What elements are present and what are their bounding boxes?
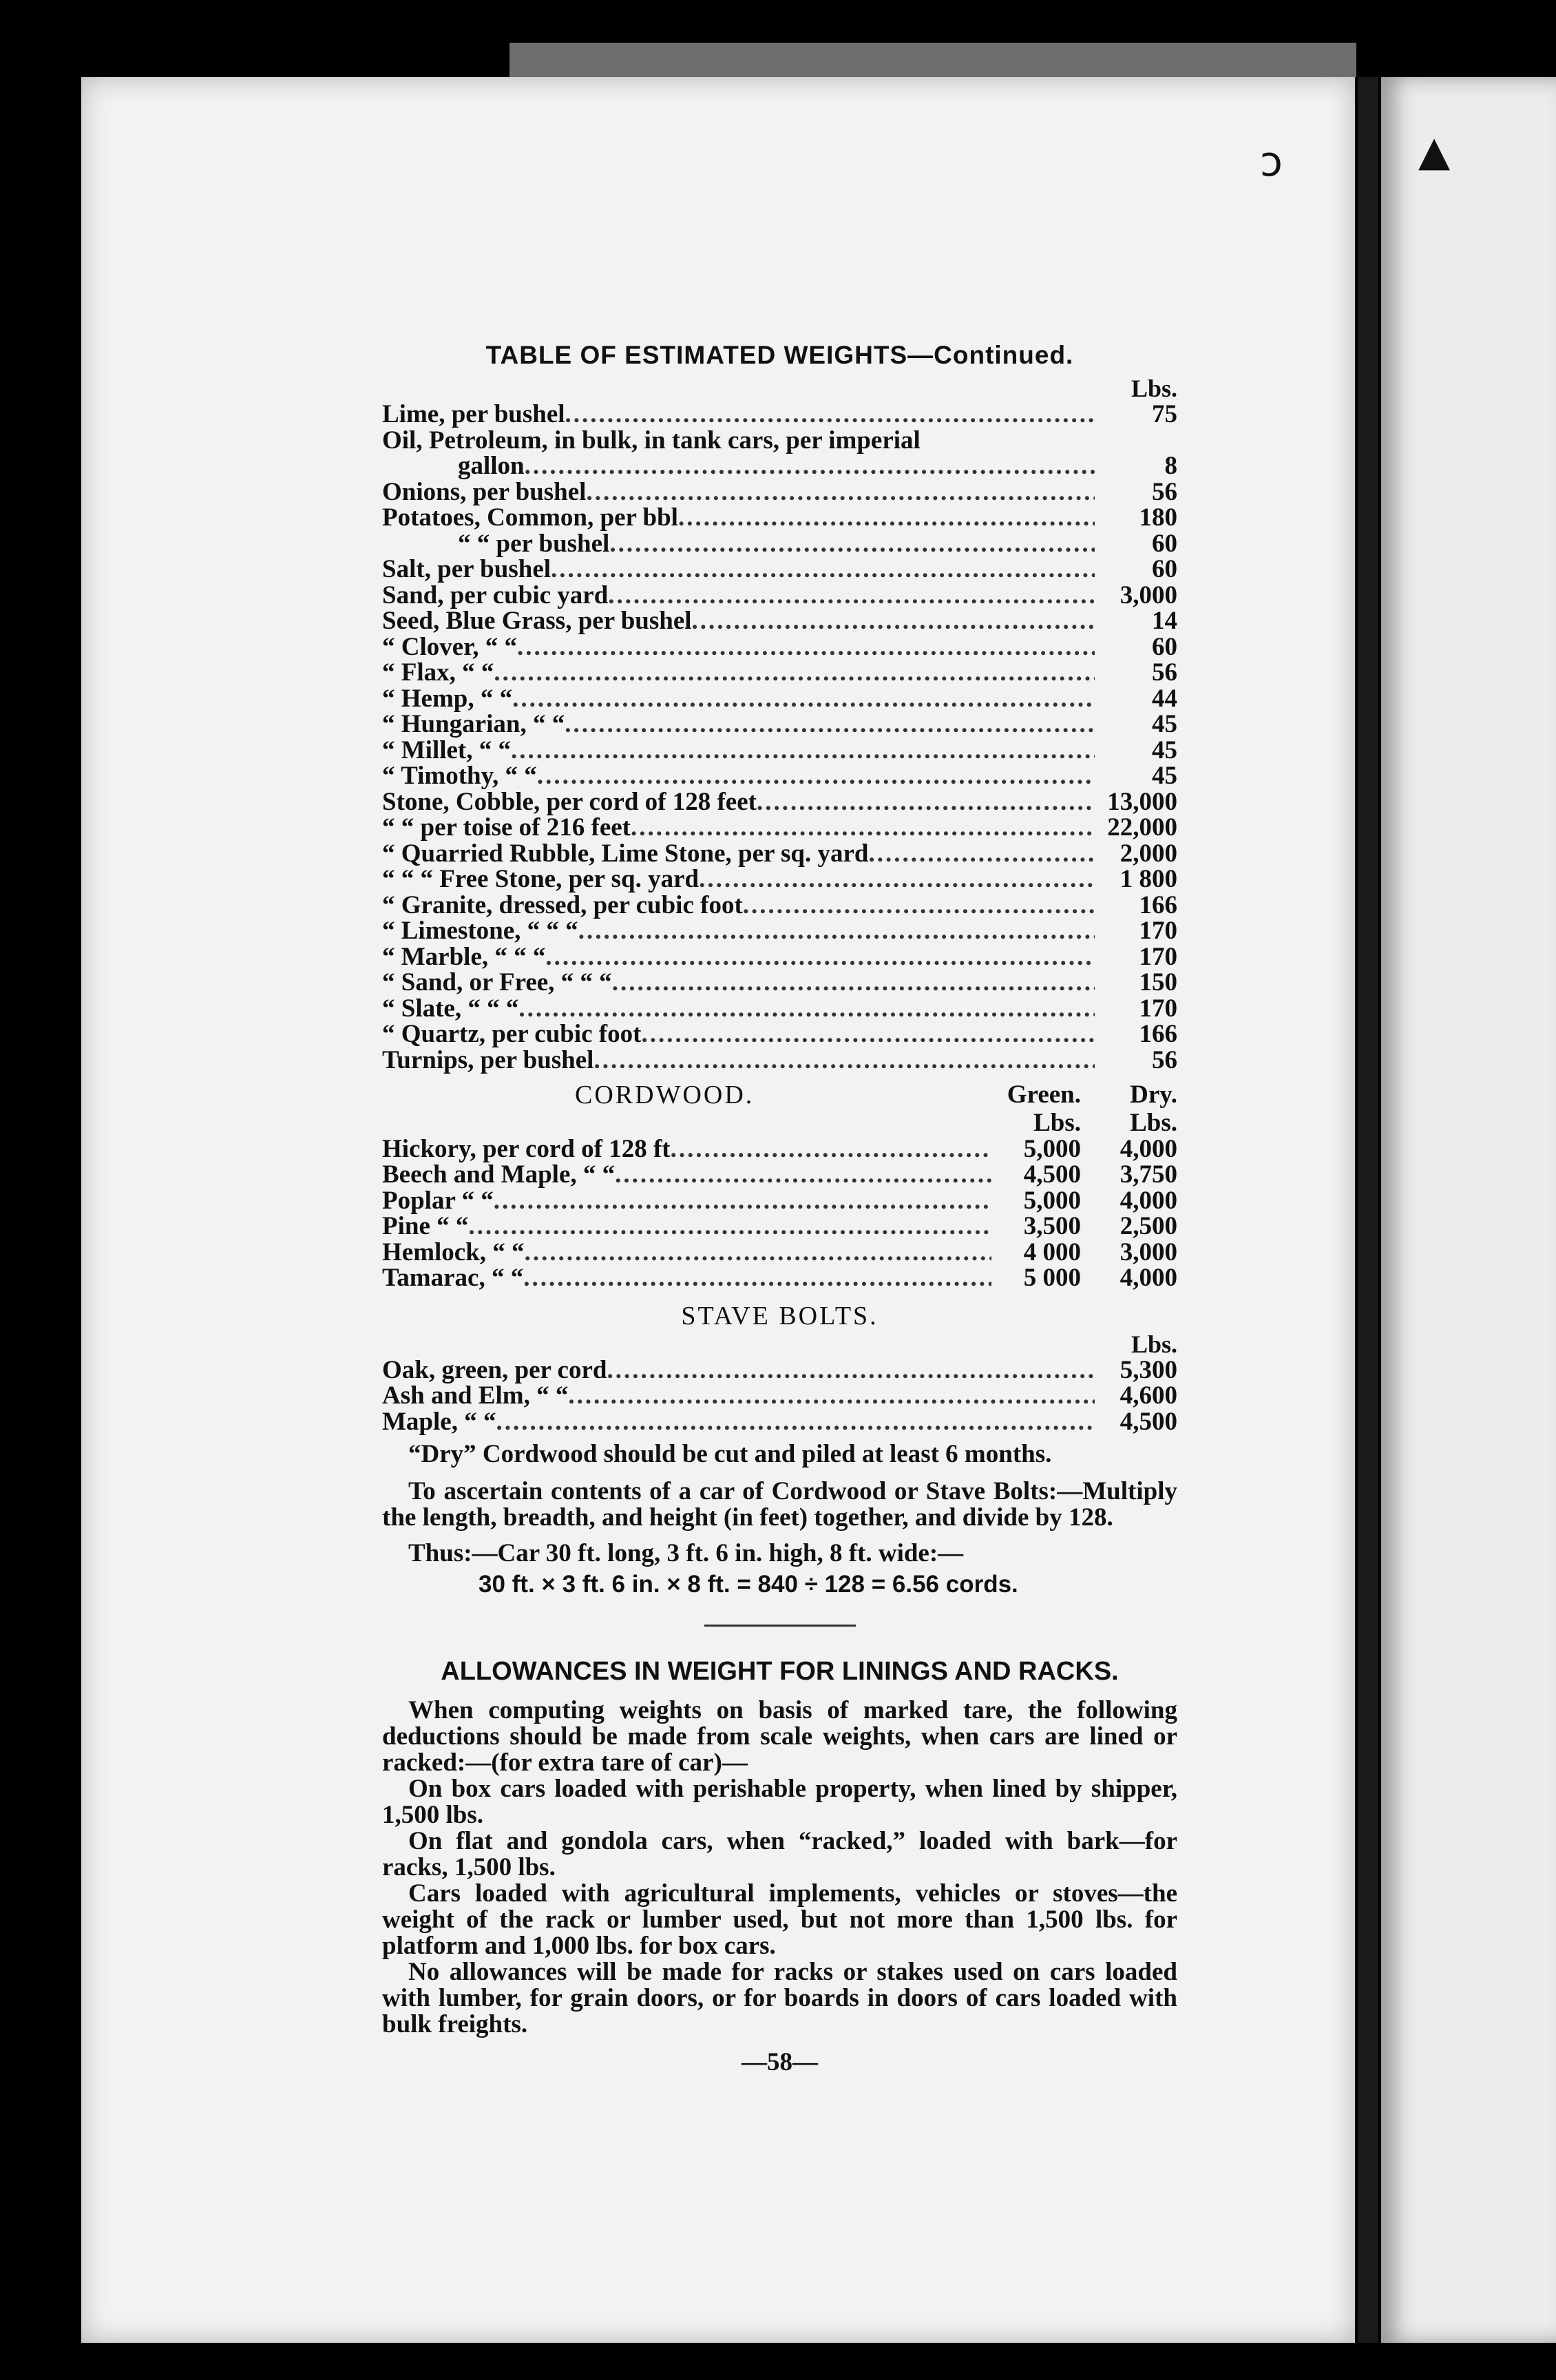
weight-label: “ Quarried Rubble, Lime Stone, per sq. yard [382, 839, 869, 868]
weight-value: 60 [1152, 555, 1177, 583]
note-dry-cordwood: “Dry” Cordwood should be cut and piled at least 6 months. [408, 1440, 1052, 1468]
weight-label: “ Quartz, per cubic foot [382, 1020, 642, 1048]
weight-row [382, 735, 1177, 764]
weight-row [382, 815, 1177, 841]
stave-bolts-title: STAVE BOLTS. [681, 1301, 879, 1330]
weight-row [382, 556, 1177, 583]
cordwood-green: 3,500 [1023, 1212, 1081, 1240]
leader-dots [512, 686, 1095, 712]
stave-bolts-label: Ash and Elm, “ “ [382, 1381, 569, 1410]
weight-row [382, 531, 1177, 557]
weight-label: Turnips, per bushel [382, 1045, 594, 1074]
leader-dots [578, 918, 1095, 944]
weight-label: gallon [458, 452, 525, 480]
leader-dots [511, 738, 1095, 764]
leader-dots [517, 634, 1095, 660]
weight-label: “ Granite, dressed, per cubic foot [382, 890, 743, 919]
weight-row [382, 918, 1177, 944]
cordwood-dry: 3,000 [1119, 1238, 1177, 1266]
weight-row [382, 944, 1177, 970]
leader-dots [494, 660, 1095, 686]
leader-dots [743, 892, 1095, 919]
cordwood-dry: 4,000 [1119, 1134, 1177, 1163]
stave-bolts-table [382, 1357, 1177, 1435]
weight-value: 166 [1139, 890, 1177, 919]
weight-label: “ “ per bushel [458, 529, 610, 558]
weight-label: Oil, Petroleum, in bulk, in tank cars, per imperial [382, 426, 921, 455]
weight-label: Onions, per bushel [382, 477, 587, 506]
cordwood-label: Tamarac, “ “ [382, 1264, 524, 1292]
leader-dots [551, 556, 1095, 583]
page-fold-shadow [1358, 77, 1378, 2343]
leader-dots [757, 789, 1095, 815]
weight-value: 45 [1152, 735, 1177, 764]
adjacent-page-edge [1381, 77, 1556, 2343]
cordwood-label: Poplar “ “ [382, 1186, 494, 1215]
page-number: —58— [742, 2048, 818, 2076]
cordwood-row [382, 1240, 1177, 1266]
weight-label: “ Sand, or Free, “ “ “ [382, 968, 612, 996]
weight-row [382, 505, 1177, 531]
cordwood-green: 4,500 [1023, 1160, 1081, 1189]
cordwood-dry: 4,000 [1119, 1264, 1177, 1292]
leader-dots [699, 866, 1095, 892]
cordwood-table [382, 1136, 1177, 1291]
leader-dots [494, 1188, 991, 1214]
weight-row [382, 453, 1177, 479]
weight-value: 22,000 [1107, 813, 1177, 842]
weight-row [382, 1047, 1177, 1074]
weight-label: “ “ “ Free Stone, per sq. yard [382, 865, 700, 893]
leader-dots [586, 479, 1095, 505]
scan-mark: ▲ [1418, 127, 1451, 176]
allowance-paragraph: No allowances will be made for racks or stakes used on cars loaded with lumber, for grain doors, or for boards in doors of cars loaded with bulk freights. [382, 1958, 1177, 2038]
leader-dots [692, 608, 1095, 634]
weight-row [382, 634, 1177, 660]
unit-header: Lbs. [1131, 375, 1177, 402]
weight-row [382, 686, 1177, 712]
weight-value: 60 [1152, 529, 1177, 558]
note-thus: Thus:—Car 30 ft. long, 3 ft. 6 in. high, 8 ft. wide:— [408, 1539, 964, 1567]
leader-dots [641, 1021, 1095, 1047]
cordwood-header [382, 1080, 1177, 1110]
weight-label: “ Hungarian, “ “ [382, 710, 565, 738]
table-title: TABLE OF ESTIMATED WEIGHTS—Continued. [485, 341, 1074, 369]
leader-dots [868, 841, 1095, 867]
stave-bolts-value: 4,600 [1119, 1381, 1177, 1410]
weight-row [382, 841, 1177, 867]
weight-row [382, 1021, 1177, 1047]
cordwood-dry: 4,000 [1119, 1186, 1177, 1215]
weight-label: “ Limestone, “ “ “ [382, 917, 578, 945]
cordwood-green: 5 000 [1023, 1264, 1081, 1292]
cordwood-formula: 30 ft. × 3 ft. 6 in. × 8 ft. = 840 ÷ 128 = 6.56 cords. [479, 1571, 1018, 1598]
cordwood-unit-header: Lbs. Lbs. [1033, 1109, 1177, 1137]
weight-label: “ Clover, “ “ [382, 632, 517, 661]
weight-value: 2,000 [1119, 839, 1177, 868]
weight-row [382, 608, 1177, 634]
document-content [382, 341, 1177, 2077]
weight-label: “ Millet, “ “ [382, 735, 512, 764]
stave-bolts-row [382, 1357, 1177, 1384]
weight-label: “ Timothy, “ “ [382, 762, 537, 790]
weights-table [382, 401, 1177, 1073]
weight-label: Potatoes, Common, per bbl [382, 503, 678, 532]
stave-bolts-row [382, 1409, 1177, 1435]
weight-row [382, 401, 1177, 428]
stave-bolts-value: 4,500 [1119, 1407, 1177, 1436]
weight-row [382, 428, 1177, 454]
cordwood-row [382, 1213, 1177, 1240]
weight-label: “ Marble, “ “ “ [382, 942, 546, 971]
weight-row [382, 866, 1177, 892]
weight-label: “ Hemp, “ “ [382, 684, 513, 713]
allowance-paragraph: Cars loaded with agricultural implements, vehicles or stoves—the weight of the rack or lumber used, but not more than 1,500 lbs. for platform and 1,000 lbs. for box cars. [382, 1879, 1177, 1960]
allowances-text [382, 1698, 1177, 2038]
weight-value: 150 [1139, 968, 1177, 996]
cordwood-dry: 2,500 [1119, 1212, 1177, 1240]
weight-label: “ Flax, “ “ [382, 658, 494, 687]
weight-row [382, 763, 1177, 789]
weight-value: 14 [1152, 607, 1177, 635]
weight-row [382, 479, 1177, 505]
leader-dots [612, 970, 1095, 996]
leader-dots [545, 944, 1095, 970]
leader-dots [523, 1265, 991, 1291]
cordwood-label: Pine “ “ [382, 1212, 469, 1240]
stave-bolts-unit-header: Lbs. [1131, 1330, 1177, 1358]
weight-label: Seed, Blue Grass, per bushel [382, 607, 692, 635]
leader-dots [496, 1409, 1095, 1435]
cordwood-row [382, 1265, 1177, 1291]
weight-label: Sand, per cubic yard [382, 581, 609, 609]
weight-value: 166 [1139, 1020, 1177, 1048]
weight-value: 170 [1139, 942, 1177, 971]
cordwood-dry: 3,750 [1119, 1160, 1177, 1189]
scan-top-edge [509, 43, 1356, 77]
leader-dots [608, 583, 1095, 609]
weight-row [382, 789, 1177, 815]
leader-dots [537, 763, 1095, 789]
section-divider [704, 1625, 856, 1627]
weight-value: 1 800 [1119, 865, 1177, 893]
leader-dots [593, 1047, 1095, 1074]
leader-dots [568, 1383, 1095, 1409]
weight-row [382, 892, 1177, 919]
weight-value: 60 [1152, 632, 1177, 661]
cordwood-label: Beech and Maple, “ “ [382, 1160, 616, 1189]
note-ascertain: To ascertain contents of a car of Cordwood or Stave Bolts:—Multiply the length, breadth, and height (in feet) together, and divide by 128. [382, 1477, 1177, 1532]
leader-dots [609, 531, 1095, 557]
weight-row [382, 583, 1177, 609]
leader-dots [525, 1240, 991, 1266]
weight-value: 44 [1152, 684, 1177, 713]
weight-row [382, 711, 1177, 738]
stave-bolts-value: 5,300 [1119, 1355, 1177, 1384]
leader-dots [615, 1162, 991, 1188]
weight-value: 13,000 [1107, 787, 1177, 816]
cordwood-row [382, 1162, 1177, 1188]
weight-value: 8 [1164, 452, 1177, 480]
allowance-paragraph: On box cars loaded with perishable property, when lined by shipper, 1,500 lbs. [382, 1775, 1177, 1829]
weight-value: 45 [1152, 710, 1177, 738]
cordwood-title: CORDWOOD. [575, 1081, 755, 1109]
leader-dots [671, 1136, 991, 1162]
dry-header: Dry. [1130, 1081, 1177, 1109]
leader-dots [631, 815, 1095, 841]
stave-bolts-row [382, 1383, 1177, 1409]
weight-label: “ “ per toise of 216 feet [382, 813, 631, 842]
leader-dots [468, 1213, 991, 1240]
weight-value: 56 [1152, 1045, 1177, 1074]
weight-label: “ Slate, “ “ “ [382, 994, 519, 1023]
leader-dots [565, 711, 1095, 738]
cordwood-row [382, 1188, 1177, 1214]
leader-dots [678, 505, 1095, 531]
cordwood-green: 4 000 [1023, 1238, 1081, 1266]
weight-row [382, 970, 1177, 996]
scan-mark: ↄ [1260, 138, 1283, 186]
leader-dots [525, 453, 1095, 479]
weight-label: Lime, per bushel [382, 400, 565, 428]
stave-bolts-label: Oak, green, per cord [382, 1355, 607, 1384]
cordwood-row [382, 1136, 1177, 1162]
allowance-paragraph: When computing weights on basis of marked tare, the following deductions should be made from scale weights, when cars are lined or racked:—(for extra tare of car)— [382, 1696, 1177, 1777]
weight-value: 56 [1152, 658, 1177, 687]
leader-dots [607, 1357, 1095, 1384]
allowance-paragraph: On flat and gondola cars, when “racked,” loaded with bark—for racks, 1,500 lbs. [382, 1827, 1177, 1881]
cordwood-label: Hemlock, “ “ [382, 1238, 525, 1266]
cordwood-green: 5,000 [1023, 1134, 1081, 1163]
allowances-title: ALLOWANCES IN WEIGHT FOR LININGS AND RACKS. [441, 1657, 1119, 1686]
weight-label: Salt, per bushel [382, 555, 551, 583]
weight-label: Stone, Cobble, per cord of 128 feet [382, 787, 757, 816]
stave-bolts-label: Maple, “ “ [382, 1407, 496, 1436]
weight-value: 45 [1152, 762, 1177, 790]
weight-value: 3,000 [1119, 581, 1177, 609]
leader-dots [565, 401, 1095, 428]
weight-value: 180 [1139, 503, 1177, 532]
cordwood-label: Hickory, per cord of 128 ft [382, 1134, 671, 1163]
weight-value: 56 [1152, 477, 1177, 506]
weight-row [382, 996, 1177, 1022]
weight-value: 75 [1152, 400, 1177, 428]
weight-value: 170 [1139, 917, 1177, 945]
cordwood-green: 5,000 [1023, 1186, 1081, 1215]
weight-value: 170 [1139, 994, 1177, 1023]
weight-row [382, 660, 1177, 686]
leader-dots [518, 996, 1095, 1022]
green-header: Green. [1007, 1081, 1081, 1109]
